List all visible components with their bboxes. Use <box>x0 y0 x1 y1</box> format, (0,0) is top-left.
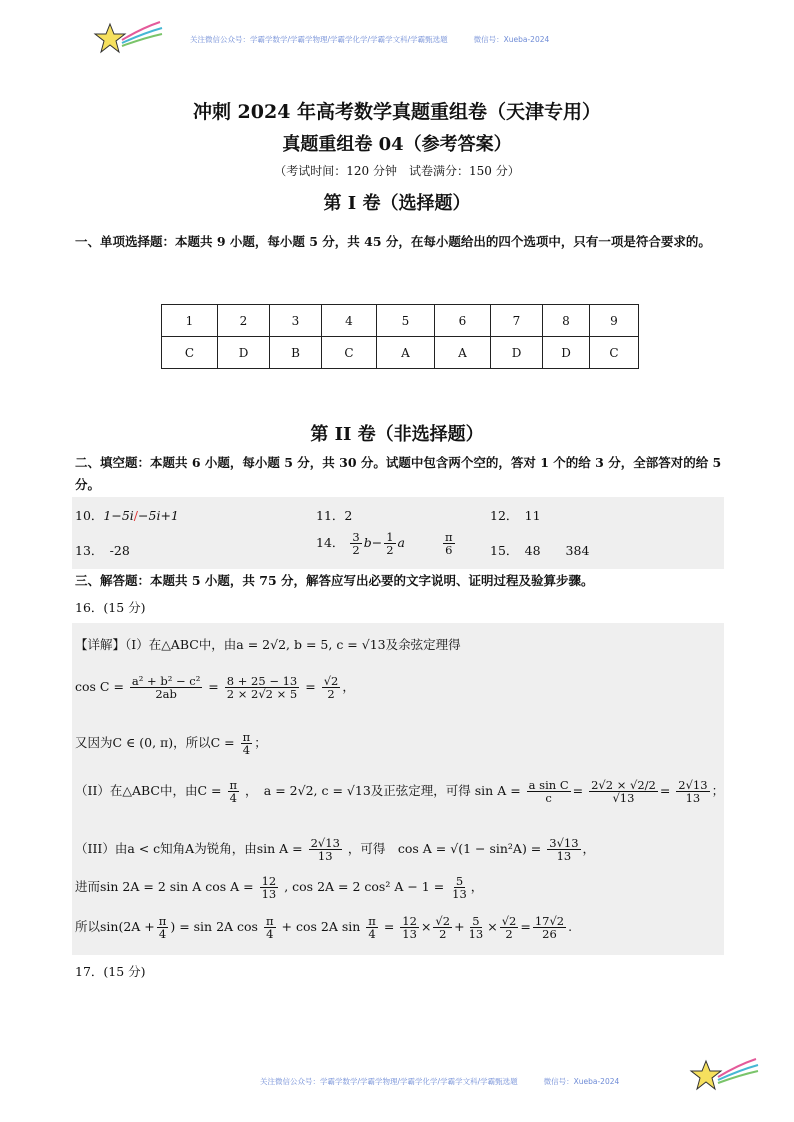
cos-c-lhs: cos C = <box>75 679 124 695</box>
page-title: 冲刺 2024 年高考数学真题重组卷（天津专用） <box>192 101 602 123</box>
answer-number-cell: 6 <box>435 305 491 337</box>
frac-den: 4 <box>242 743 251 758</box>
page-subtitle: 真题重组卷 04（参考答案） <box>282 134 512 155</box>
q10-answer-b: −5i+1 <box>138 508 179 523</box>
minus-sign: − <box>371 535 383 551</box>
answer-choice-cell: D <box>218 337 270 369</box>
frac-den: 6 <box>445 543 453 558</box>
punctuation: . <box>568 919 573 935</box>
answer-choice-cell: C <box>590 337 639 369</box>
header-channels: 关注微信公众号：学霸学数学/学霸学物理/学霸学化学/学霸学文科/学霸甄选题 <box>190 35 448 44</box>
fill-answer-14 <box>316 531 457 556</box>
frac-num: 5 <box>455 874 464 888</box>
frac-num: π <box>229 778 238 792</box>
frac-num: 12 <box>261 874 277 888</box>
answer-choice-cell: A <box>435 337 491 369</box>
fill-answer-10 <box>75 506 179 524</box>
line-text: , cos 2A = 2 cos² A − 1 = <box>284 879 445 895</box>
frac-num: π <box>265 914 274 928</box>
frac-num: π <box>242 730 251 744</box>
answer-number-cell: 5 <box>377 305 435 337</box>
header-wechat-id: 微信号：Xueba-2024 <box>473 35 550 44</box>
line-text: + cos 2A sin <box>281 919 361 935</box>
frac-num: π <box>444 530 453 544</box>
frac-num: √2 <box>501 914 517 928</box>
solution-line-4: （II）在△ABC中，由C = $\frac{\pi}{4}$ ， a = 2√2, c = √13及正弦定理，可得 sin A = $\frac{\text{a sin C}}{c}$ = $\frac{2√2 \times √2/2}{√13}$ = $\frac{2√13}{13}$ ； <box>75 778 725 806</box>
answer-table <box>161 304 639 369</box>
equals-sign: = <box>208 679 219 695</box>
frac-num: π <box>368 914 376 928</box>
line-text: 又因为C ∈ (0, π)，所以C = <box>75 735 235 751</box>
solution-line-2 <box>75 675 355 700</box>
frac-num: 2√2 × √2/2 <box>591 778 656 792</box>
line-text: ， a = 2√2, c = √13及正弦定理，可得 <box>245 783 471 799</box>
punctuation: ， <box>342 679 355 695</box>
answer-number-cell: 4 <box>322 305 377 337</box>
punctuation: ； <box>254 735 267 751</box>
frac-num: 2√13 <box>310 836 340 850</box>
frac-den: 4 <box>229 791 237 806</box>
fill-answer-15: 15． 48 384 <box>490 543 590 558</box>
frac-den: 2 <box>327 687 335 702</box>
frac-den: 2 <box>352 543 360 558</box>
frac-den: 4 <box>368 927 376 942</box>
fill-answer-12: 12． 11 <box>490 508 541 523</box>
frac-den: 2 <box>439 927 447 942</box>
frac-den: 13 <box>317 849 333 864</box>
footer-wechat-id: 微信号：Xueba-2024 <box>543 1077 620 1086</box>
solution-line-5 <box>75 837 595 862</box>
answer-choice-cell: D <box>491 337 543 369</box>
answer-choice-cell: A <box>377 337 435 369</box>
answer-choice-cell: D <box>543 337 590 369</box>
frac-num: 2√13 <box>678 778 708 792</box>
q14-label: 14． <box>316 535 345 551</box>
answer-number-cell: 9 <box>590 305 639 337</box>
solution-line-1: 【详解】（I）在△ABC中，由a = 2√2, b = 5, c = √13及余弦定理得 <box>75 637 461 652</box>
line-text: 所以sin(2A + <box>75 919 155 935</box>
solution-line-6 <box>75 875 483 900</box>
question-17-header: 17．(15 分) <box>75 964 146 979</box>
volume-1-heading: 第 I 卷（选择题） <box>323 193 471 214</box>
fill-in-answers-box <box>72 497 724 569</box>
star-logo-icon <box>92 18 164 58</box>
frac-den: 13 <box>402 927 417 942</box>
volume-2-heading: 第 II 卷（非选择题） <box>310 424 484 445</box>
frac-den: 13 <box>468 927 484 942</box>
answer-table-number-row <box>162 305 639 337</box>
frac-num: π <box>158 914 167 928</box>
answer-number-cell: 1 <box>162 305 218 337</box>
frac-num: 3√13 <box>549 836 579 850</box>
frac-num: 5 <box>472 914 480 928</box>
q10-separator: / <box>133 508 139 523</box>
frac-num: √2 <box>435 914 451 928</box>
frac-den: 13 <box>685 791 701 806</box>
frac-num: √2 <box>323 674 339 688</box>
equals-sign: = <box>305 679 316 695</box>
frac-den: 26 <box>542 927 557 942</box>
solution-16-box <box>72 623 724 955</box>
plus-sign: + <box>454 919 465 935</box>
solution-line-3 <box>75 731 267 756</box>
answer-choice-cell: B <box>270 337 322 369</box>
punctuation: ， <box>582 841 596 857</box>
line-text: 进而sin 2A = 2 sin A cos A = <box>75 879 254 895</box>
section-1-instructions: 一、单项选择题：本题共 9 小题，每小题 5 分，共 45 分，在每小题给出的四个选项中，只有一项是符合要求的。 <box>75 234 711 249</box>
frac-den: 4 <box>158 927 167 942</box>
vector-b: b <box>363 535 372 551</box>
line-text: ) = sin 2A cos <box>170 919 258 935</box>
frac-den: 13 <box>452 887 467 902</box>
fill-answer-11: 11．2 <box>316 508 353 523</box>
fill-answer-13: 13． -28 <box>75 543 130 558</box>
frac-num: 3 <box>352 530 360 544</box>
solution-line-7 <box>75 915 572 940</box>
footer-watermark <box>260 1076 619 1087</box>
question-16-header: 16．(15 分) <box>75 600 146 615</box>
q10-answer-a: 1−5i <box>103 508 134 523</box>
answer-number-cell: 2 <box>218 305 270 337</box>
answer-choice-cell: C <box>322 337 377 369</box>
line-text: （III）由a < c知角A为锐角，由sin A = <box>75 841 303 857</box>
frac-num: a² + b² − c² <box>131 674 201 688</box>
frac-num: 1 <box>386 530 394 544</box>
answer-number-cell: 8 <box>543 305 590 337</box>
section-2-instructions: 二、填空题：本题共 6 小题，每小题 5 分，共 30 分。试题中包含两个空的，答对 1 个的给 3 分，全部答对的给 5 分。 <box>75 455 722 492</box>
frac-den: 13 <box>556 849 572 864</box>
frac-num: 17√2 <box>534 914 565 928</box>
frac-num: 8 + 25 − 13 <box>226 674 298 688</box>
footer-channels: 关注微信公众号：学霸学数学/学霸学物理/学霸学化学/学霸学文科/学霸甄选题 <box>260 1077 518 1086</box>
equals-sign: = <box>520 919 531 935</box>
frac-den: c <box>545 791 552 806</box>
frac-num: 12 <box>402 914 417 928</box>
header-watermark <box>190 34 549 45</box>
answer-number-cell: 7 <box>491 305 543 337</box>
frac-num: a sin C <box>528 778 569 792</box>
answer-table-answer-row <box>162 337 639 369</box>
answer-choice-cell: C <box>162 337 218 369</box>
line-text: （II）在△ABC中，由C = <box>75 783 222 799</box>
equals-sign: = <box>383 919 395 935</box>
line-text: ，可得 cos A = √(1 − sin²A) = <box>347 841 542 857</box>
punctuation: ， <box>470 879 484 895</box>
times-sign: × <box>487 919 498 935</box>
punctuation: ； <box>711 783 725 799</box>
frac-den: 2ab <box>155 687 177 702</box>
frac-den: √13 <box>612 791 635 806</box>
sin-a-lhs: sin A = <box>474 783 521 799</box>
exam-info: （考试时间：120 分钟 试卷满分：150 分） <box>274 164 520 178</box>
answer-number-cell: 3 <box>270 305 322 337</box>
frac-den: 2 <box>505 927 513 942</box>
frac-den: 13 <box>261 887 277 902</box>
vector-a: a <box>397 535 405 551</box>
frac-den: 2 <box>386 543 394 558</box>
q10-label: 10． <box>75 508 104 523</box>
frac-den: 2 × 2√2 × 5 <box>226 687 298 702</box>
times-sign: × <box>420 919 432 935</box>
star-logo-icon <box>688 1055 760 1095</box>
frac-den: 4 <box>266 927 274 942</box>
section-3-instructions: 三、解答题：本题共 5 小题，共 75 分，解答应写出必要的文字说明、证明过程及验算步骤。 <box>75 573 594 588</box>
